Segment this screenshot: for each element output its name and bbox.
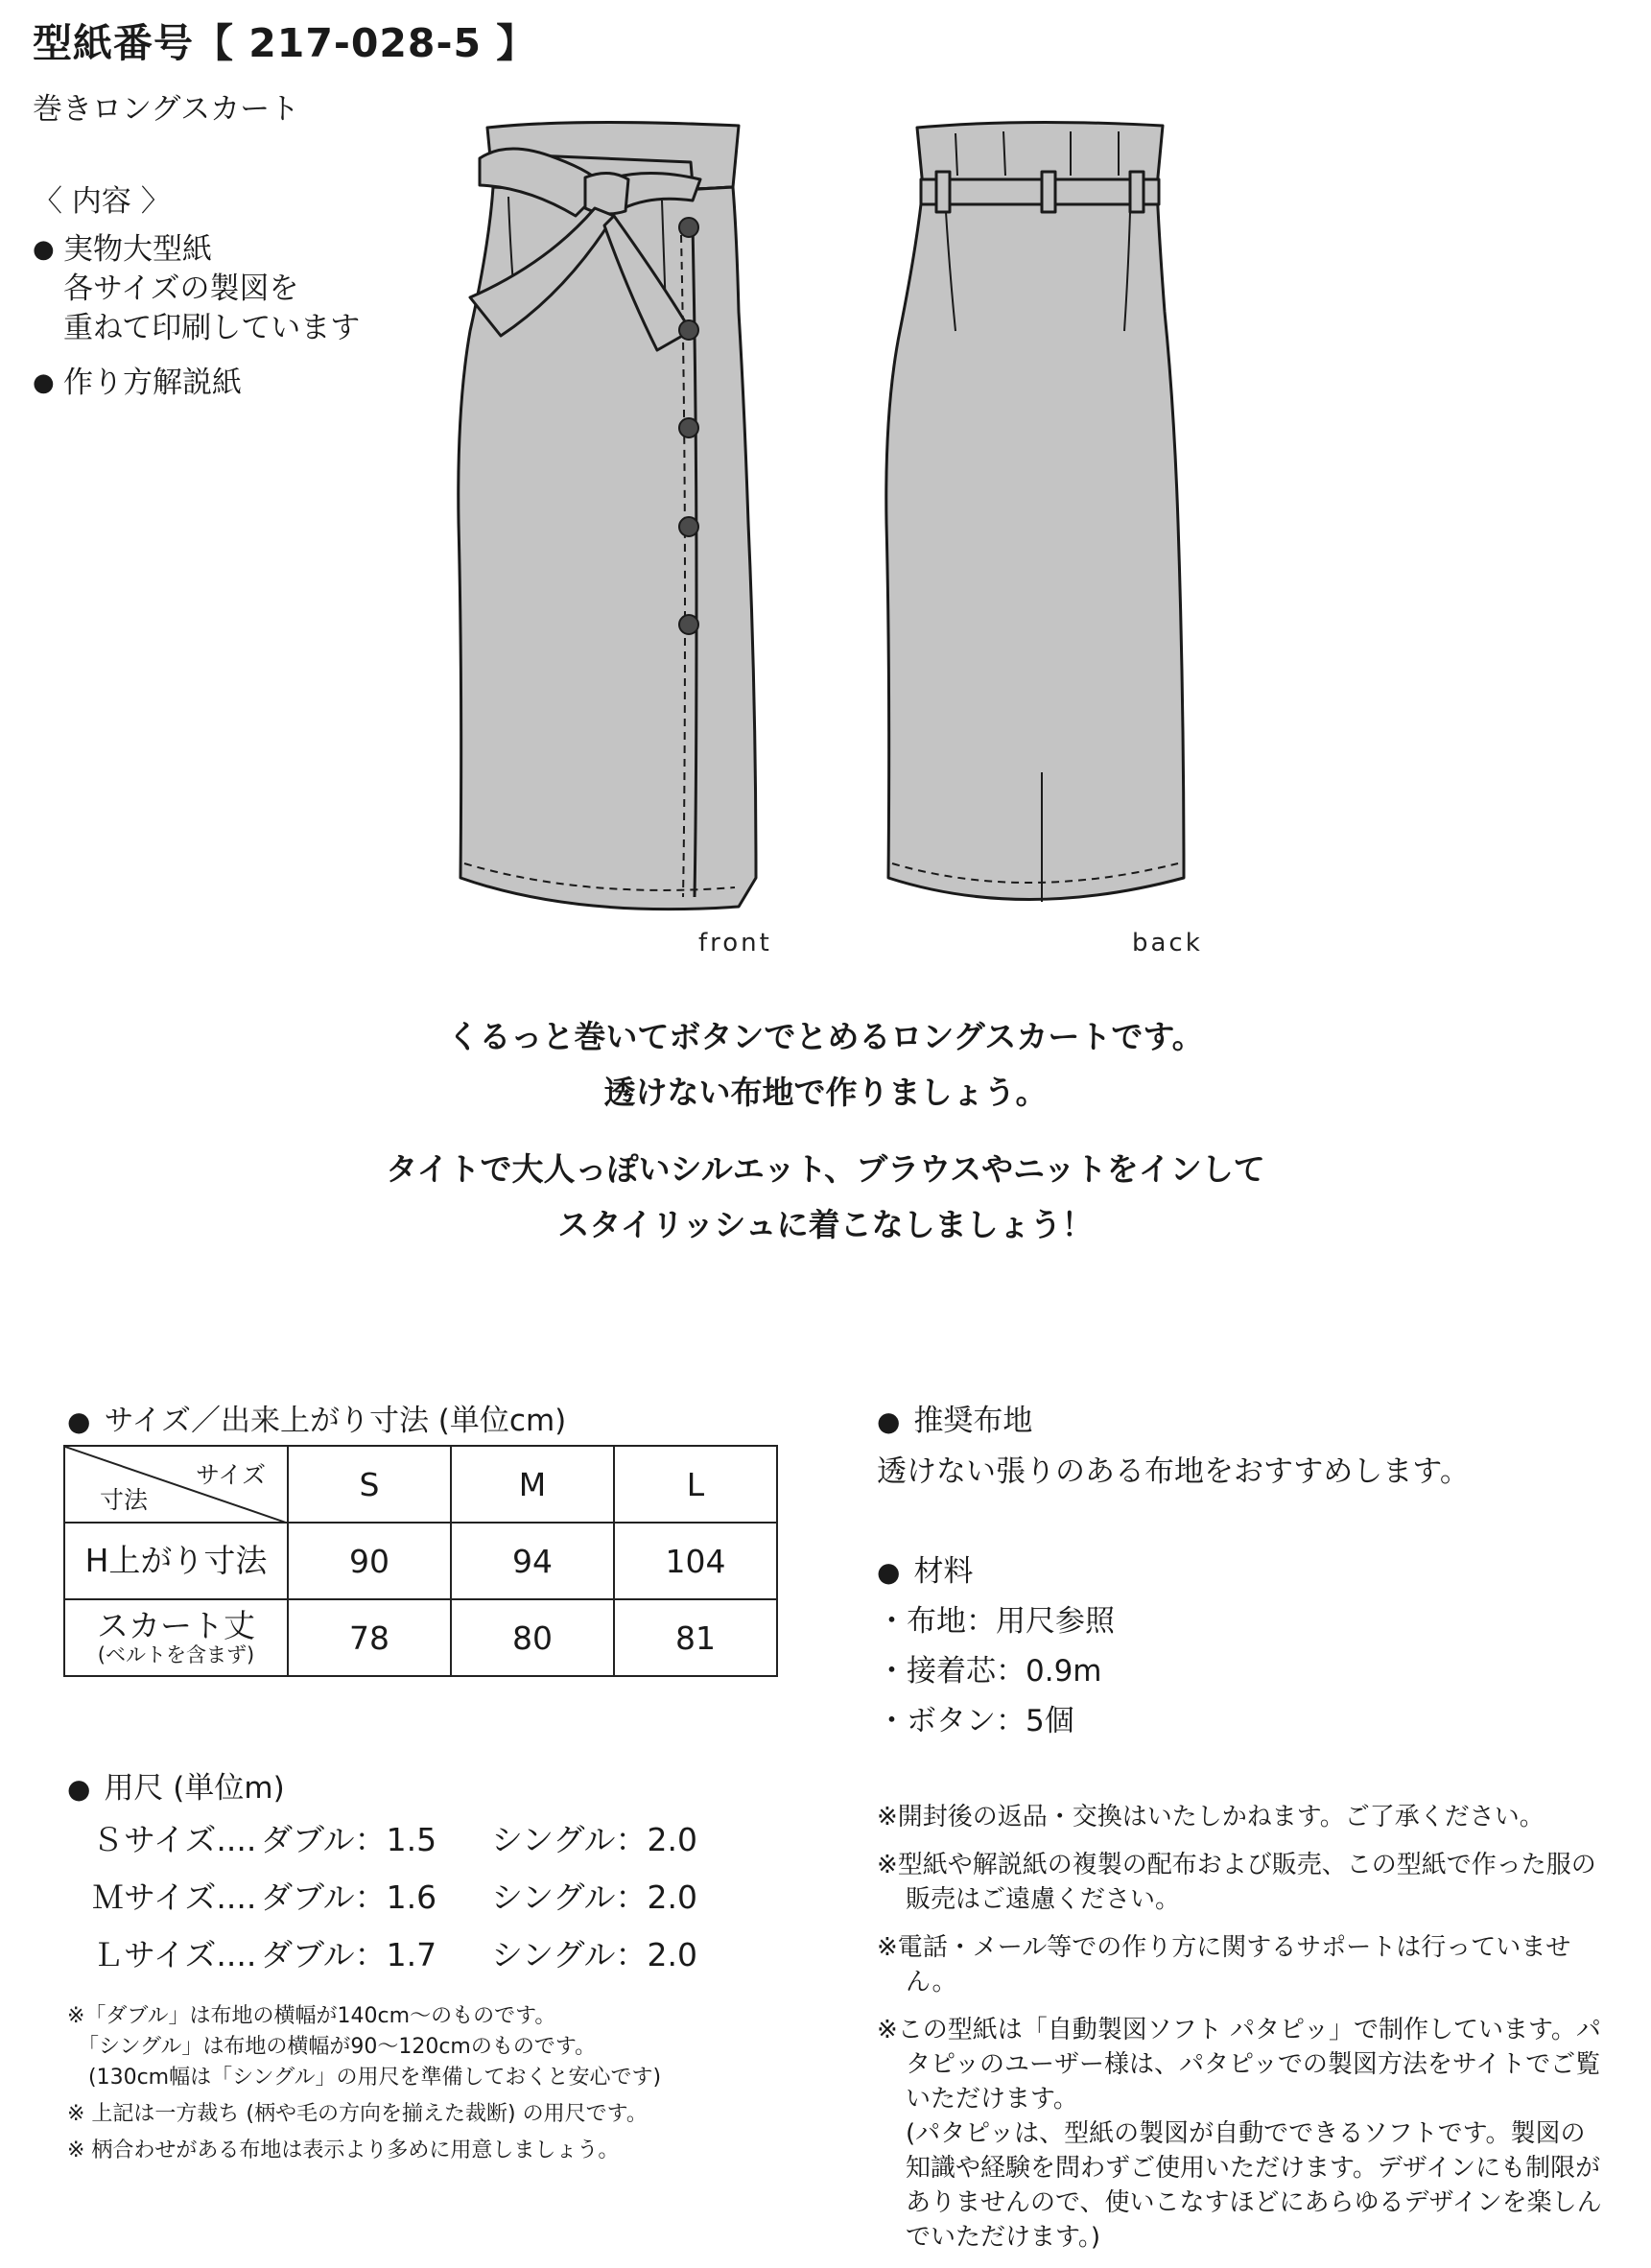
materials-heading: ● 材料: [877, 1547, 973, 1590]
yardage-note: ※「ダブル」は布地の横幅が140cm～のものです。: [67, 2004, 556, 2028]
yardage-size: Ｓサイズ....: [92, 1821, 257, 1858]
product-name: 巻きロングスカート: [33, 92, 300, 127]
table-cell: 90: [288, 1523, 451, 1599]
contents-item-line: ● 作り方解説紙: [63, 366, 242, 400]
yardage-double: ダブル：1.5: [261, 1821, 437, 1858]
front-label: front: [698, 929, 772, 957]
contents-item-instructions: [33, 364, 360, 403]
yardage-notes: [67, 2001, 661, 2166]
pattern-number-title: 型紙番号【 217-028-5 】: [33, 20, 537, 66]
yardage-row: [92, 1815, 697, 1860]
contents-item-pattern: [33, 230, 360, 348]
description-block-1: [0, 1009, 1651, 1121]
notice-item: (パタピッは、型紙の製図が自動でできるソフトです。製図の知識や経験を問わずご使用いただけます。デザインにも制限がありませんので、使いこなすほどにあらゆるデザインを楽しんでいただけます。): [906, 2119, 1602, 2252]
yardage-double: ダブル：1.6: [261, 1878, 437, 1916]
yardage-row: [92, 1873, 697, 1918]
size-table-heading: ● サイズ／出来上がり寸法 (単位cm): [67, 1396, 566, 1439]
yardage-note: ※ 上記は一方裁ち (柄や毛の方向を揃えた裁断) の用尺です。: [67, 2102, 648, 2126]
size-header-l: L: [614, 1446, 777, 1523]
yardage-heading: ● 用尺 (単位m): [67, 1763, 285, 1807]
description-line: タイトで大人っぽいシルエット、ブラウスやニットをインして: [386, 1150, 1265, 1188]
corner-size-label: サイズ: [195, 1461, 266, 1489]
contents-item-line: 重ねて印刷しています: [63, 311, 361, 345]
back-label: back: [1132, 929, 1203, 957]
table-cell: 78: [288, 1599, 451, 1676]
size-table-header-row: [64, 1446, 777, 1523]
table-row: [64, 1523, 777, 1599]
skirt-back-illustration: [879, 120, 1205, 931]
notice-item: ※電話・メール等での作り方に関するサポートは行っていません。: [877, 1933, 1571, 1996]
yardage-size: Ｍサイズ....: [92, 1878, 257, 1916]
description-line: スタイリッシュに着こなしましょう！: [557, 1206, 1094, 1243]
row-label: [64, 1523, 288, 1599]
corner-measure-label: 寸法: [100, 1486, 149, 1514]
yardage-note: 「シングル」は布地の横幅が90～120cmのものです。: [67, 2035, 597, 2059]
yardage-single: シングル：2.0: [491, 1936, 698, 1973]
row-label-sub: (ベルトを含まず): [97, 1643, 255, 1666]
table-cell: 94: [451, 1523, 614, 1599]
size-header-m: M: [451, 1446, 614, 1523]
yardage-note: ※ 柄合わせがある布地は表示より多めに用意しましょう。: [67, 2138, 620, 2162]
yardage-double: ダブル：1.7: [261, 1936, 437, 1973]
yardage-single: シングル：2.0: [491, 1821, 698, 1858]
notices: [877, 1800, 1606, 2268]
table-cell: 80: [451, 1599, 614, 1676]
material-item: ・接着芯：0.9m: [877, 1654, 1102, 1689]
description-line: くるっと巻いてボタンでとめるロングスカートです。: [447, 1018, 1204, 1055]
notice-item: ※この型紙は「自動製図ソフト パタピッ」で制作しています。パタピッのユーザー様は、パタピッでの製図方法をサイトでご覧いただけます。: [877, 2016, 1601, 2114]
contents-heading: 〈 内容 〉: [33, 184, 171, 219]
yardage-note: (130cm幅は「シングル」の用尺を準備しておくと安心です): [67, 2066, 662, 2090]
row-label-main: H上がり寸法: [84, 1542, 268, 1579]
notice-item: ※開封後の返品・交換はいたしかねます。ご了承ください。: [877, 1803, 1545, 1831]
row-label-main: スカート丈: [97, 1607, 255, 1644]
description-block-2: [0, 1142, 1651, 1253]
size-table-corner: [64, 1446, 288, 1523]
material-item: ・布地：用尺参照: [877, 1604, 1115, 1639]
fabric-heading: ● 推奨布地: [877, 1396, 1032, 1439]
table-cell: 81: [614, 1599, 777, 1676]
contents-item-line: 各サイズの製図を: [63, 272, 299, 306]
row-label: [64, 1599, 288, 1676]
fabric-text: 透けない張りのある布地をおすすめします。: [877, 1454, 1470, 1489]
contents-list: [33, 230, 360, 418]
table-row: [64, 1599, 777, 1676]
notice-item: ※型紙や解説紙の複製の配布および販売、この型紙で作った服の販売はご遠慮ください。: [877, 1851, 1596, 1914]
size-table: [63, 1445, 778, 1677]
material-item: ・ボタン：5個: [877, 1704, 1074, 1738]
size-header-s: S: [288, 1446, 451, 1523]
yardage-size: Ｌサイズ....: [92, 1936, 257, 1973]
contents-item-line: ● 実物大型紙: [63, 232, 212, 267]
description-line: 透けない布地で作りましょう。: [603, 1074, 1048, 1111]
skirt-front-illustration: [451, 120, 777, 931]
yardage-row: [92, 1930, 697, 1975]
table-cell: 104: [614, 1523, 777, 1599]
yardage-single: シングル：2.0: [491, 1878, 698, 1916]
